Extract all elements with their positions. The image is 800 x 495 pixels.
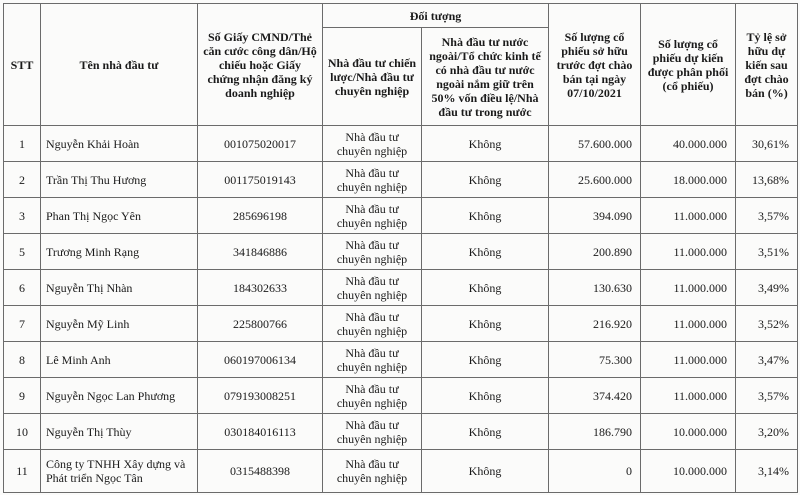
table-row	[4, 342, 798, 378]
header-foreign: Nhà đầu tư nước ngoài/Tổ chức kinh tế có nhà đầu tư nước ngoài nắm giữ trên 50% vốn điều lệ/Nhà đầu tư trong nước	[422, 28, 549, 126]
header-stt: STT	[4, 4, 41, 126]
header-strategic: Nhà đầu tư chiến lược/Nhà đầu tư chuyên nghiệp	[323, 28, 422, 126]
cell-name: Lê Minh Anh	[41, 342, 198, 378]
header-id-number: Số Giấy CMND/Thẻ căn cước công dân/Hộ chiếu hoặc Giấy chứng nhận đăng ký doanh nghiệp	[198, 4, 323, 126]
cell-ratio: 3,57%	[736, 198, 798, 234]
cell-ratio: 3,20%	[736, 414, 798, 450]
cell-shares-expected: 10.000.000	[641, 414, 736, 450]
table-row	[4, 126, 798, 162]
header-shares-before: Số lượng cổ phiếu sở hữu trước đợt chào bán tại ngày 07/10/2021	[549, 4, 641, 126]
cell-foreign: Không	[422, 306, 549, 342]
header-name: Tên nhà đầu tư	[41, 4, 198, 126]
cell-type: Nhà đầu tư chuyên nghiệp	[323, 378, 422, 414]
cell-shares-before: 130.630	[549, 270, 641, 306]
cell-id: 001175019143	[198, 162, 323, 198]
table-row	[4, 306, 798, 342]
cell-type: Nhà đầu tư chuyên nghiệp	[323, 306, 422, 342]
cell-stt: 1	[4, 126, 41, 162]
table-row	[4, 234, 798, 270]
cell-ratio: 3,51%	[736, 234, 798, 270]
cell-stt: 9	[4, 378, 41, 414]
cell-foreign: Không	[422, 126, 549, 162]
cell-ratio: 30,61%	[736, 126, 798, 162]
cell-id: 184302633	[198, 270, 323, 306]
cell-ratio: 3,57%	[736, 378, 798, 414]
header-target-group: Đối tượng	[323, 4, 549, 28]
cell-shares-before: 25.600.000	[549, 162, 641, 198]
cell-type: Nhà đầu tư chuyên nghiệp	[323, 450, 422, 493]
cell-shares-expected: 11.000.000	[641, 198, 736, 234]
cell-shares-before: 394.090	[549, 198, 641, 234]
cell-shares-before: 216.920	[549, 306, 641, 342]
cell-ratio: 3,14%	[736, 450, 798, 493]
cell-foreign: Không	[422, 414, 549, 450]
investor-table	[3, 3, 798, 493]
cell-id: 079193008251	[198, 378, 323, 414]
cell-type: Nhà đầu tư chuyên nghiệp	[323, 414, 422, 450]
header-ratio-after: Tỷ lệ sở hữu dự kiến sau đợt chào bán (%)	[736, 4, 798, 126]
cell-foreign: Không	[422, 378, 549, 414]
cell-id: 001075020017	[198, 126, 323, 162]
table-row	[4, 414, 798, 450]
cell-type: Nhà đầu tư chuyên nghiệp	[323, 126, 422, 162]
cell-shares-expected: 11.000.000	[641, 378, 736, 414]
cell-type: Nhà đầu tư chuyên nghiệp	[323, 270, 422, 306]
cell-shares-before: 186.790	[549, 414, 641, 450]
cell-shares-before: 57.600.000	[549, 126, 641, 162]
cell-type: Nhà đầu tư chuyên nghiệp	[323, 342, 422, 378]
cell-stt: 6	[4, 270, 41, 306]
cell-type: Nhà đầu tư chuyên nghiệp	[323, 198, 422, 234]
cell-stt: 3	[4, 198, 41, 234]
table-row	[4, 198, 798, 234]
cell-shares-expected: 11.000.000	[641, 306, 736, 342]
cell-id: 030184016113	[198, 414, 323, 450]
cell-ratio: 3,47%	[736, 342, 798, 378]
cell-foreign: Không	[422, 270, 549, 306]
cell-foreign: Không	[422, 234, 549, 270]
cell-id: 341846886	[198, 234, 323, 270]
cell-type: Nhà đầu tư chuyên nghiệp	[323, 234, 422, 270]
cell-name: Nguyễn Mỹ Linh	[41, 306, 198, 342]
cell-shares-expected: 10.000.000	[641, 450, 736, 493]
cell-name: Phan Thị Ngọc Yên	[41, 198, 198, 234]
table-row	[4, 162, 798, 198]
cell-shares-before: 374.420	[549, 378, 641, 414]
table-row	[4, 270, 798, 306]
cell-name: Nguyễn Ngọc Lan Phương	[41, 378, 198, 414]
cell-id: 0315488398	[198, 450, 323, 493]
cell-id: 285696198	[198, 198, 323, 234]
cell-name: Nguyễn Khải Hoàn	[41, 126, 198, 162]
cell-id: 060197006134	[198, 342, 323, 378]
cell-shares-before: 75.300	[549, 342, 641, 378]
cell-shares-expected: 11.000.000	[641, 234, 736, 270]
cell-foreign: Không	[422, 198, 549, 234]
table-row	[4, 450, 798, 493]
cell-shares-expected: 18.000.000	[641, 162, 736, 198]
cell-stt: 5	[4, 234, 41, 270]
cell-shares-expected: 40.000.000	[641, 126, 736, 162]
cell-name: Nguyễn Thị Nhàn	[41, 270, 198, 306]
cell-stt: 8	[4, 342, 41, 378]
cell-foreign: Không	[422, 162, 549, 198]
cell-shares-before: 0	[549, 450, 641, 493]
cell-stt: 7	[4, 306, 41, 342]
cell-ratio: 13,68%	[736, 162, 798, 198]
cell-ratio: 3,52%	[736, 306, 798, 342]
cell-ratio: 3,49%	[736, 270, 798, 306]
cell-name: Công ty TNHH Xây dựng và Phát triển Ngọc Tân	[41, 450, 198, 493]
cell-name: Nguyễn Thị Thùy	[41, 414, 198, 450]
cell-shares-before: 200.890	[549, 234, 641, 270]
cell-foreign: Không	[422, 342, 549, 378]
cell-type: Nhà đầu tư chuyên nghiệp	[323, 162, 422, 198]
cell-foreign: Không	[422, 450, 549, 493]
cell-stt: 10	[4, 414, 41, 450]
cell-stt: 11	[4, 450, 41, 493]
cell-stt: 2	[4, 162, 41, 198]
cell-id: 225800766	[198, 306, 323, 342]
cell-name: Trương Minh Rạng	[41, 234, 198, 270]
header-shares-expected: Số lượng cổ phiếu dự kiến được phân phối (cổ phiếu)	[641, 4, 736, 126]
cell-name: Trần Thị Thu Hương	[41, 162, 198, 198]
table-row	[4, 378, 798, 414]
cell-shares-expected: 11.000.000	[641, 270, 736, 306]
cell-shares-expected: 11.000.000	[641, 342, 736, 378]
